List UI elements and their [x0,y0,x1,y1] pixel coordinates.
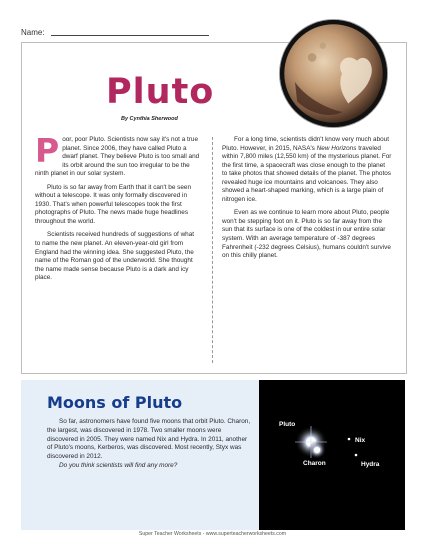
left-column [35,131,201,288]
left-paragraph-1-text: oor, poor Pluto. Scientists now say it's not a true planet. Since 2006, they have called Pluto a dwarf planet. They believe Pluto is too small and its orbit around the sun too irregular to be the ninth planet in our solar system. [35,136,200,178]
dropcap-letter: P [35,131,60,170]
moons-image [259,380,405,530]
right-paragraph-2: Even as we continue to learn more about Pluto, people won't be stepping foot on it. Pluto is so far away from the sun that its surface is one of the coldest in our entire solar system. With an average temperature of -387 degrees Fahrenheit (-232 degrees Celsius), humans couldn't survive on this chilly planet. [222,209,391,260]
spacecraft-name: New Horizons [316,144,357,152]
left-paragraph-2: Pluto is so far away from Earth that it can't be seen without a telescope. It was only formally discovered in 1930. That's when powerful telescopes took the first photographs of Pluto. The news made huge headlines throughout the world. [35,183,192,225]
column-divider [212,137,213,363]
pluto-planet-image [280,20,387,127]
name-label: Name: [21,28,45,37]
charon-label: Charon [303,460,326,467]
hydra-dot [355,454,358,457]
page-title: Pluto [106,72,215,112]
right-paragraph-1 [222,136,392,204]
left-paragraph-3: Scientists received hundreds of suggestions of what to name the new planet. An eleven-year-old girl from England had the winning idea. She suggested Pluto, the name of the Roman god of the underworld. She thought the name made sense because Pluto is a dark and icy place. [35,231,195,282]
right-column [222,136,392,266]
moons-section [21,380,405,530]
right-paragraph-1-end: traveled within 7,800 miles (12,550 km) of the mysterious planet. For the first time, a spacecraft was close enough to the planet to take photos that showed details of the planet. The photos revealed huge ice mountains and volcanoes. They also showed a heart-shaped marking, which is a large plain of nitrogen ice. [222,144,392,203]
pluto-label: Pluto [279,421,296,428]
byline: By Cynthia Sherwood [121,116,178,122]
moons-text [47,418,252,471]
right-paragraph-1-start: For a long time, scientists didn't know very much about Pluto. However, in 2015, NASA's [222,136,390,152]
hydra-label: Hydra [361,461,380,468]
charon-dot [314,447,320,453]
name-underline[interactable] [51,35,209,36]
left-paragraph-1 [35,131,201,179]
nix-label: Nix [355,437,366,444]
footer: Super Teacher Worksheets - www.superteacherworksheets.com [138,531,287,537]
moons-title: Moons of Pluto [47,393,183,412]
moons-starfield [259,380,405,530]
nix-dot [348,438,351,441]
moons-question: Do you think scientists will find any more? [59,461,178,469]
name-field[interactable] [21,28,209,37]
pluto-planet-illustration [280,20,387,127]
moons-paragraph: So far, astronomers have found five moons that orbit Pluto. Charon, the largest, was discovered in 1978. Two smaller moons were discovered in 2005. They were named Nix and Hydra. In 2011, another of Pluto's moons, Kerberos, was discovered. Most recently, Styx was discovered in 2012. [47,418,251,461]
